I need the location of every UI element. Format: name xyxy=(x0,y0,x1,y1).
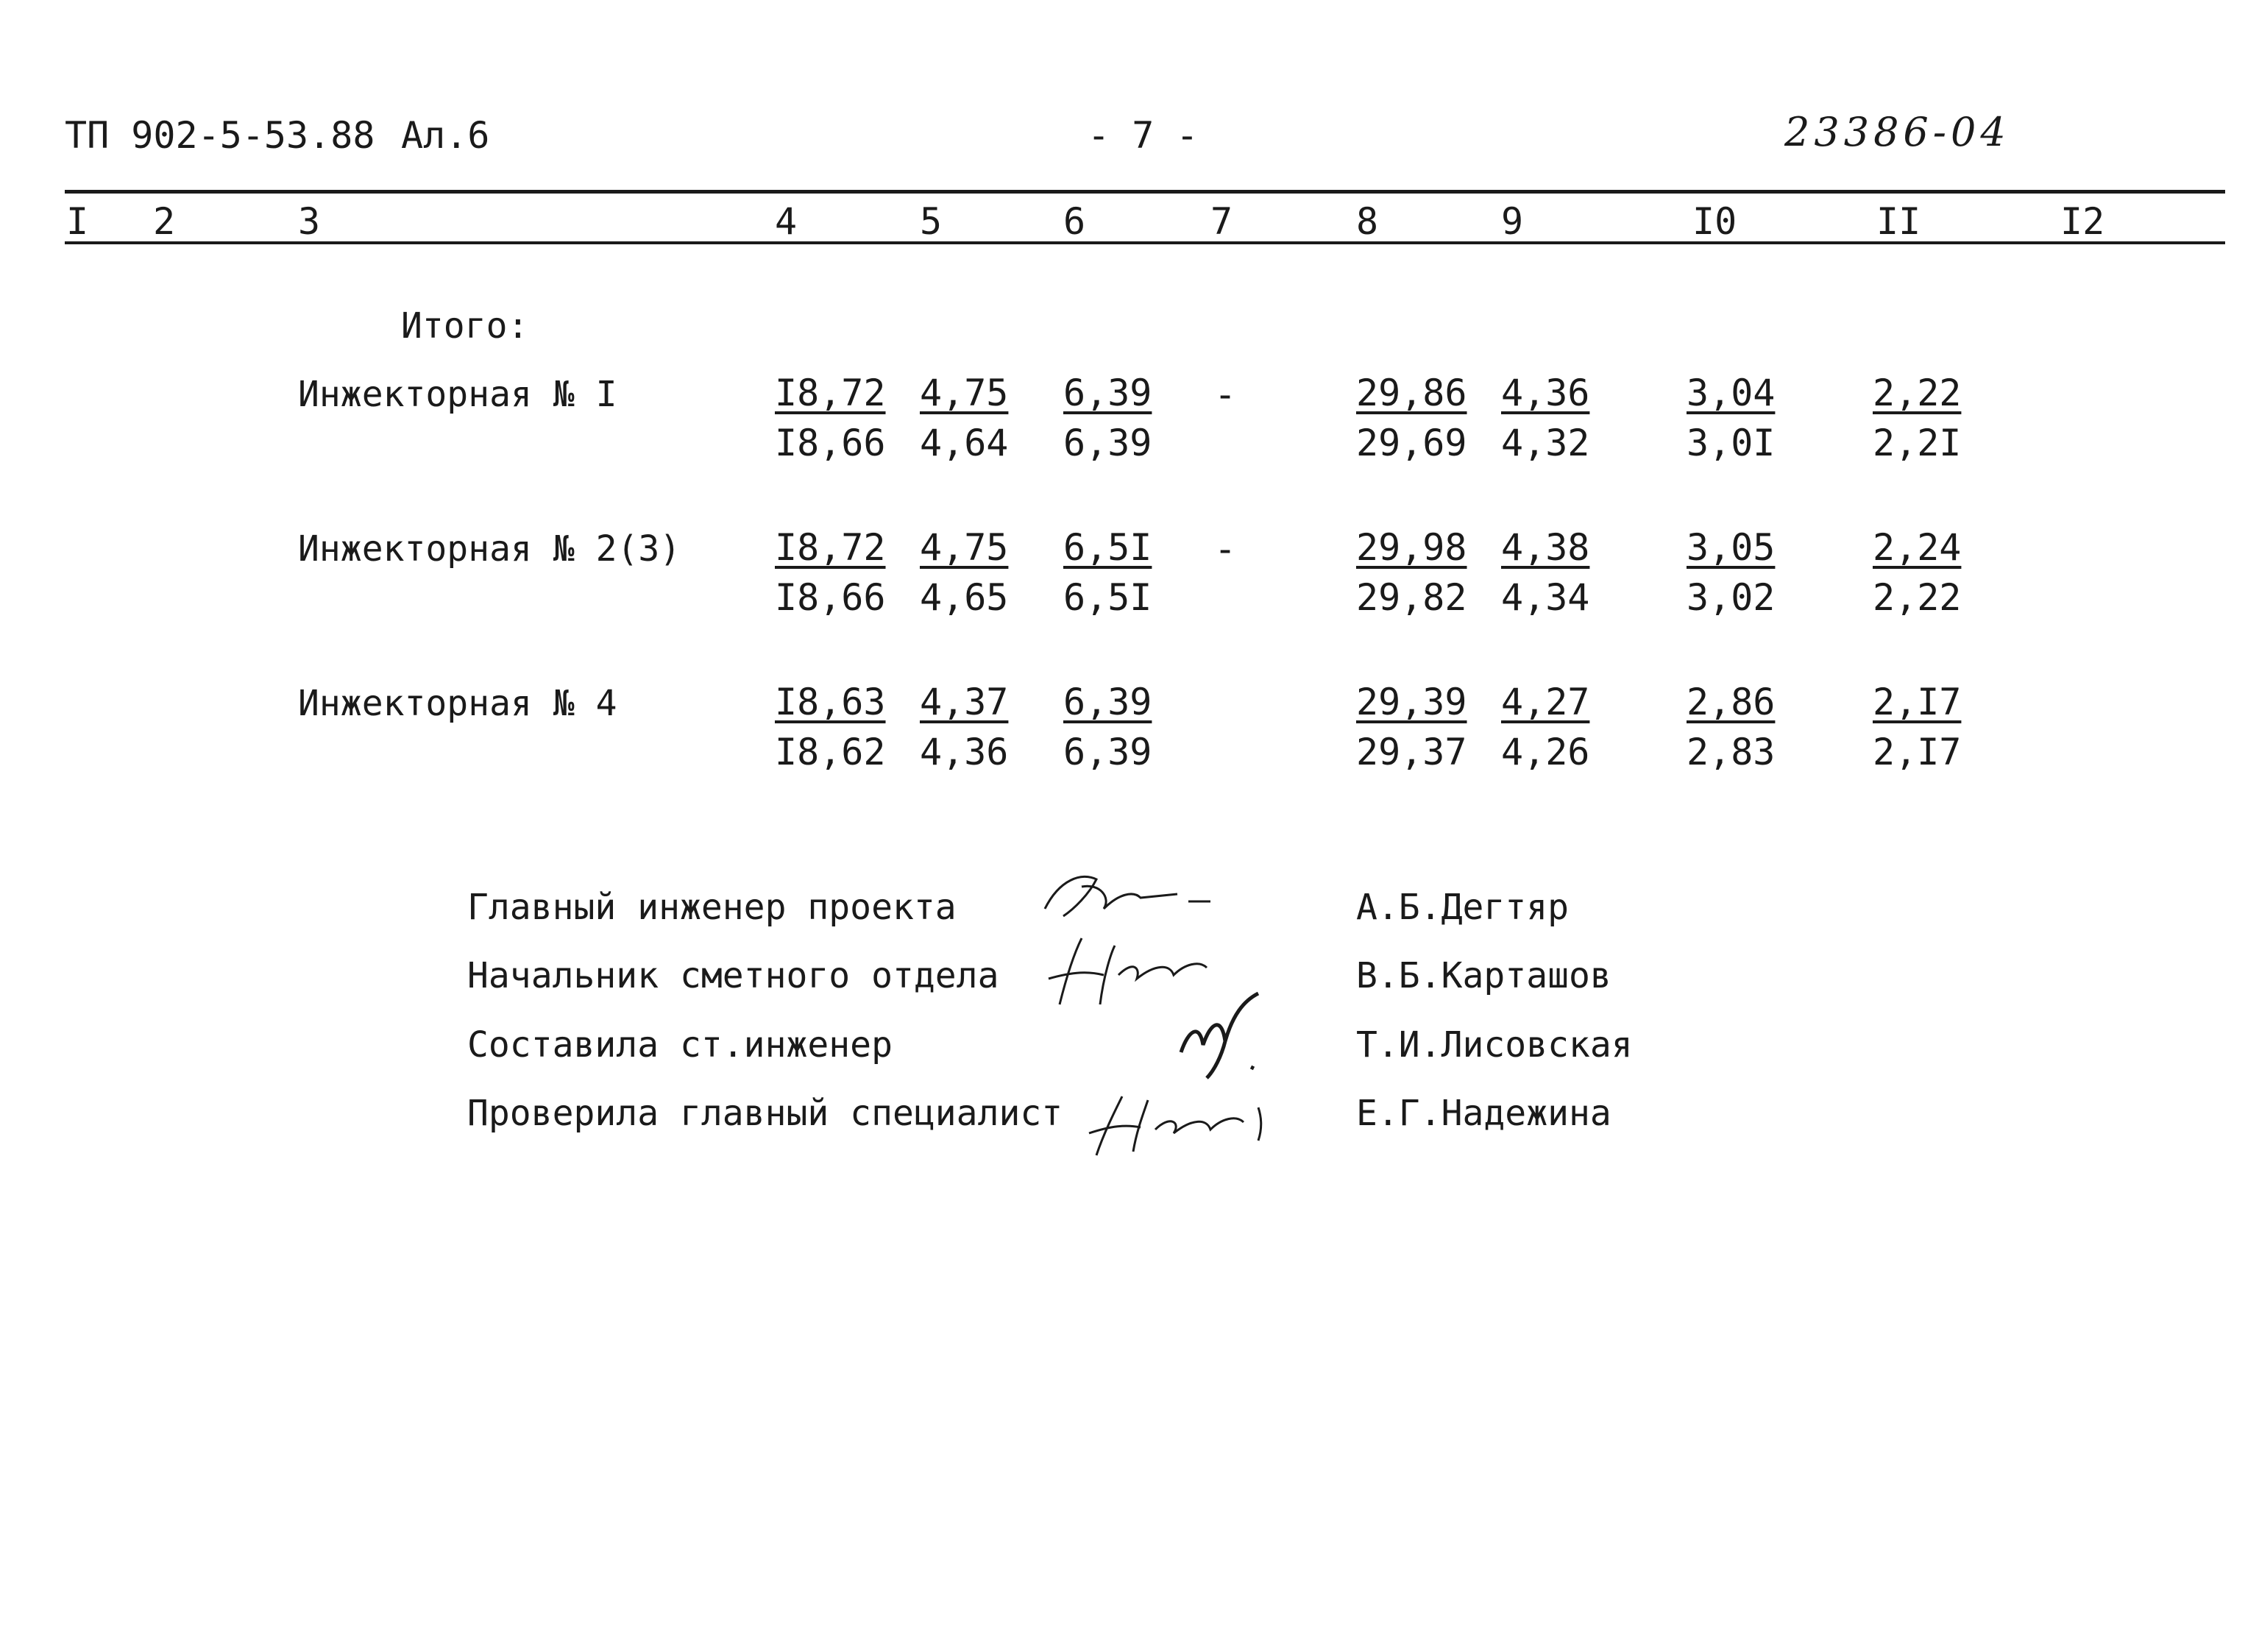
value-col9-top: 4,38 xyxy=(1501,526,1590,569)
value-col10-bottom: 3,02 xyxy=(1687,576,1776,619)
column-number: 8 xyxy=(1356,200,1379,243)
value-col10-bottom: 3,0I xyxy=(1687,422,1776,464)
column-number: 4 xyxy=(775,200,798,243)
signature-role: Составила ст.инженер xyxy=(467,1024,893,1066)
column-number: II xyxy=(1876,200,1921,243)
value-col9-top: 4,27 xyxy=(1501,681,1590,723)
column-number: 6 xyxy=(1063,200,1086,243)
column-number: 7 xyxy=(1210,200,1233,243)
value-col11-bottom: 2,22 xyxy=(1873,576,1962,619)
column-number: I2 xyxy=(2060,200,2105,243)
value-col5-bottom: 4,65 xyxy=(920,576,1009,619)
value-col6-bottom: 6,39 xyxy=(1063,422,1152,464)
value-col6-bottom: 6,5I xyxy=(1063,576,1152,619)
value-col4-bottom: I8,66 xyxy=(775,422,886,464)
value-col8-bottom: 29,37 xyxy=(1356,731,1467,773)
column-number: 9 xyxy=(1501,200,1524,243)
column-number: 3 xyxy=(298,200,321,243)
value-col11-top: 2,I7 xyxy=(1873,681,1962,723)
signature-name: Т.И.Лисовская xyxy=(1356,1024,1633,1066)
value-col4-bottom: I8,66 xyxy=(775,576,886,619)
signature-name: В.Б.Карташов xyxy=(1356,955,1611,996)
signature-name: Е.Г.Надежина xyxy=(1356,1093,1611,1134)
column-number: 5 xyxy=(920,200,943,243)
value-col8-top: 29,39 xyxy=(1356,681,1467,723)
value-col4-top: I8,63 xyxy=(775,681,886,723)
signature-name: А.Б.Дегтяр xyxy=(1356,887,1569,928)
handwritten-number: 23386-04 xyxy=(1784,109,2010,155)
value-col6-top: 6,39 xyxy=(1063,372,1152,414)
value-col10-top: 3,04 xyxy=(1687,372,1776,414)
value-col5-bottom: 4,64 xyxy=(920,422,1009,464)
value-col4-top: I8,72 xyxy=(775,372,886,414)
value-col5-top: 4,75 xyxy=(920,526,1009,569)
value-col9-bottom: 4,34 xyxy=(1501,576,1590,619)
handwritten-signature xyxy=(1082,1060,1273,1163)
signature-role: Главный инженер проекта xyxy=(467,887,957,928)
signature-role: Проверила главный специалист xyxy=(467,1093,1063,1134)
document-code: ТП 902-5-53.88 xyxy=(65,114,375,157)
value-col11-bottom: 2,2I xyxy=(1873,422,1962,464)
value-col6-top: 6,5I xyxy=(1063,526,1152,569)
value-col10-top: 3,05 xyxy=(1687,526,1776,569)
value-col7: - xyxy=(1214,528,1237,570)
page-number: - 7 - xyxy=(1088,114,1199,157)
header-top-rule xyxy=(65,190,2225,194)
value-col7: - xyxy=(1214,373,1237,416)
value-col8-bottom: 29,69 xyxy=(1356,422,1467,464)
value-col11-top: 2,22 xyxy=(1873,372,1962,414)
value-col5-top: 4,75 xyxy=(920,372,1009,414)
value-col11-top: 2,24 xyxy=(1873,526,1962,569)
value-col10-top: 2,86 xyxy=(1687,681,1776,723)
value-col9-bottom: 4,32 xyxy=(1501,422,1590,464)
signature-role: Начальник сметного отдела xyxy=(467,955,999,996)
value-col5-bottom: 4,36 xyxy=(920,731,1009,773)
value-col6-bottom: 6,39 xyxy=(1063,731,1152,773)
row-name: Инжекторная № I xyxy=(298,374,617,415)
value-col8-top: 29,86 xyxy=(1356,372,1467,414)
value-col6-top: 6,39 xyxy=(1063,681,1152,723)
column-number: I xyxy=(66,200,89,243)
value-col10-bottom: 2,83 xyxy=(1687,731,1776,773)
row-name: Инжекторная № 4 xyxy=(298,683,617,724)
value-col5-top: 4,37 xyxy=(920,681,1009,723)
value-col9-bottom: 4,26 xyxy=(1501,731,1590,773)
column-number: I0 xyxy=(1692,200,1737,243)
value-col9-top: 4,36 xyxy=(1501,372,1590,414)
value-col8-top: 29,98 xyxy=(1356,526,1467,569)
value-col11-bottom: 2,I7 xyxy=(1873,731,1962,773)
value-col4-bottom: I8,62 xyxy=(775,731,886,773)
album-number: Ал.6 xyxy=(401,114,490,157)
value-col4-top: I8,72 xyxy=(775,526,886,569)
column-number: 2 xyxy=(153,200,176,243)
row-name: Инжекторная № 2(3) xyxy=(298,528,681,570)
section-title: Итого: xyxy=(401,305,529,347)
value-col8-bottom: 29,82 xyxy=(1356,576,1467,619)
